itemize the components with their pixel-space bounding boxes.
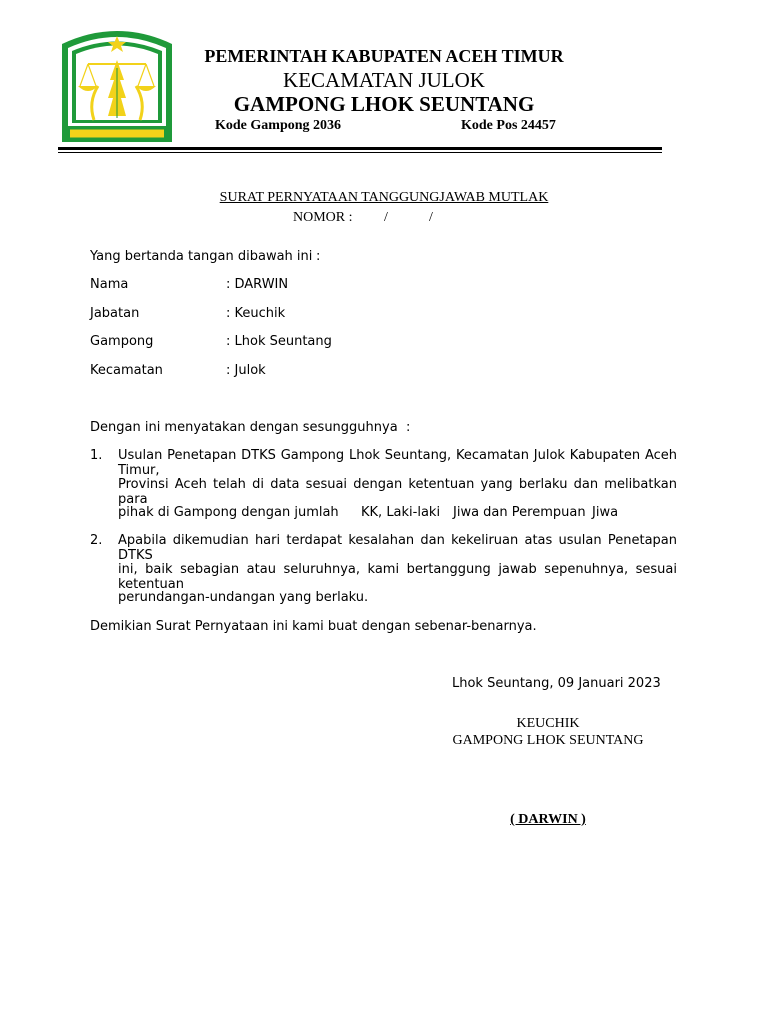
nomor-label: NOMOR : [293,210,353,225]
letterhead-rule-thin [58,152,662,153]
identity-label-kecamatan: Kecamatan [90,363,163,378]
document-title: SURAT PERNYATAAN TANGGUNGJAWAB MUTLAK [219,190,549,205]
signature-name: ( DARWIN ) [510,812,586,827]
identity-label-gampong: Gampong [90,334,154,349]
point-1-line3-part: KK, Laki-laki [361,505,441,520]
signature-place-date: Lhok Seuntang, 09 Januari 2023 [452,676,661,691]
intro-text: Yang bertanda tangan dibawah ini [90,249,313,264]
letterhead-line2: KECAMATAN JULOK [283,68,485,92]
point-1-line3-part: pihak di Gampong dengan jumlah [118,505,339,520]
kode-gampong: Kode Gampong 2036 [215,118,342,133]
point-number: 1. [90,448,103,463]
closing-text: Demikian Surat Pernyataan ini kami buat dengan sebenar-benarnya. [90,619,537,634]
point-1-line: Usulan Penetapan DTKS Gampong Lhok Seuntang, Kecamatan Julok Kabupaten Aceh Timur, [118,448,677,478]
identity-value-jabatan: : Keuchik [226,306,286,321]
statement-colon: : [406,420,411,435]
signature-org: GAMPONG LHOK SEUNTANG [452,733,644,748]
point-1-line3-part: Jiwa dan Perempuan [453,505,586,520]
point-2-line: ini, baik sebagian atau seluruhnya, kami bertanggung jawab sepenuhnya, sesuai ketentuan [118,562,677,592]
point-2-line: perundangan-undangan yang berlaku. [118,590,369,605]
point-number: 2. [90,533,103,548]
point-1-line3-part: Jiwa [592,505,619,520]
point-2-line: Apabila dikemudian hari terdapat kesalahan dan kekeliruan atas usulan Penetapan DTKS [118,533,677,563]
nomor-separator: / [429,210,433,225]
signature-role: KEUCHIK [516,716,580,731]
letterhead-line3: GAMPONG LHOK SEUNTANG [233,92,535,116]
identity-value-kecamatan: : Julok [226,363,266,378]
identity-value-gampong: : Lhok Seuntang [226,334,332,349]
identity-label-nama: Nama [90,277,129,292]
nomor-separator: / [384,210,388,225]
letterhead-line1: PEMERINTAH KABUPATEN ACEH TIMUR [204,46,564,66]
identity-label-jabatan: Jabatan [90,306,140,321]
letterhead-rule-thick [58,147,662,150]
intro-colon: : [316,249,321,264]
point-1-line: Provinsi Aceh telah di data sesuai dengan ketentuan yang berlaku dan melibatkan para [118,477,677,507]
kode-pos: Kode Pos 24457 [461,118,556,133]
statement-intro: Dengan ini menyatakan dengan sesungguhnya [90,420,398,435]
identity-value-nama: : DARWIN [226,277,289,292]
